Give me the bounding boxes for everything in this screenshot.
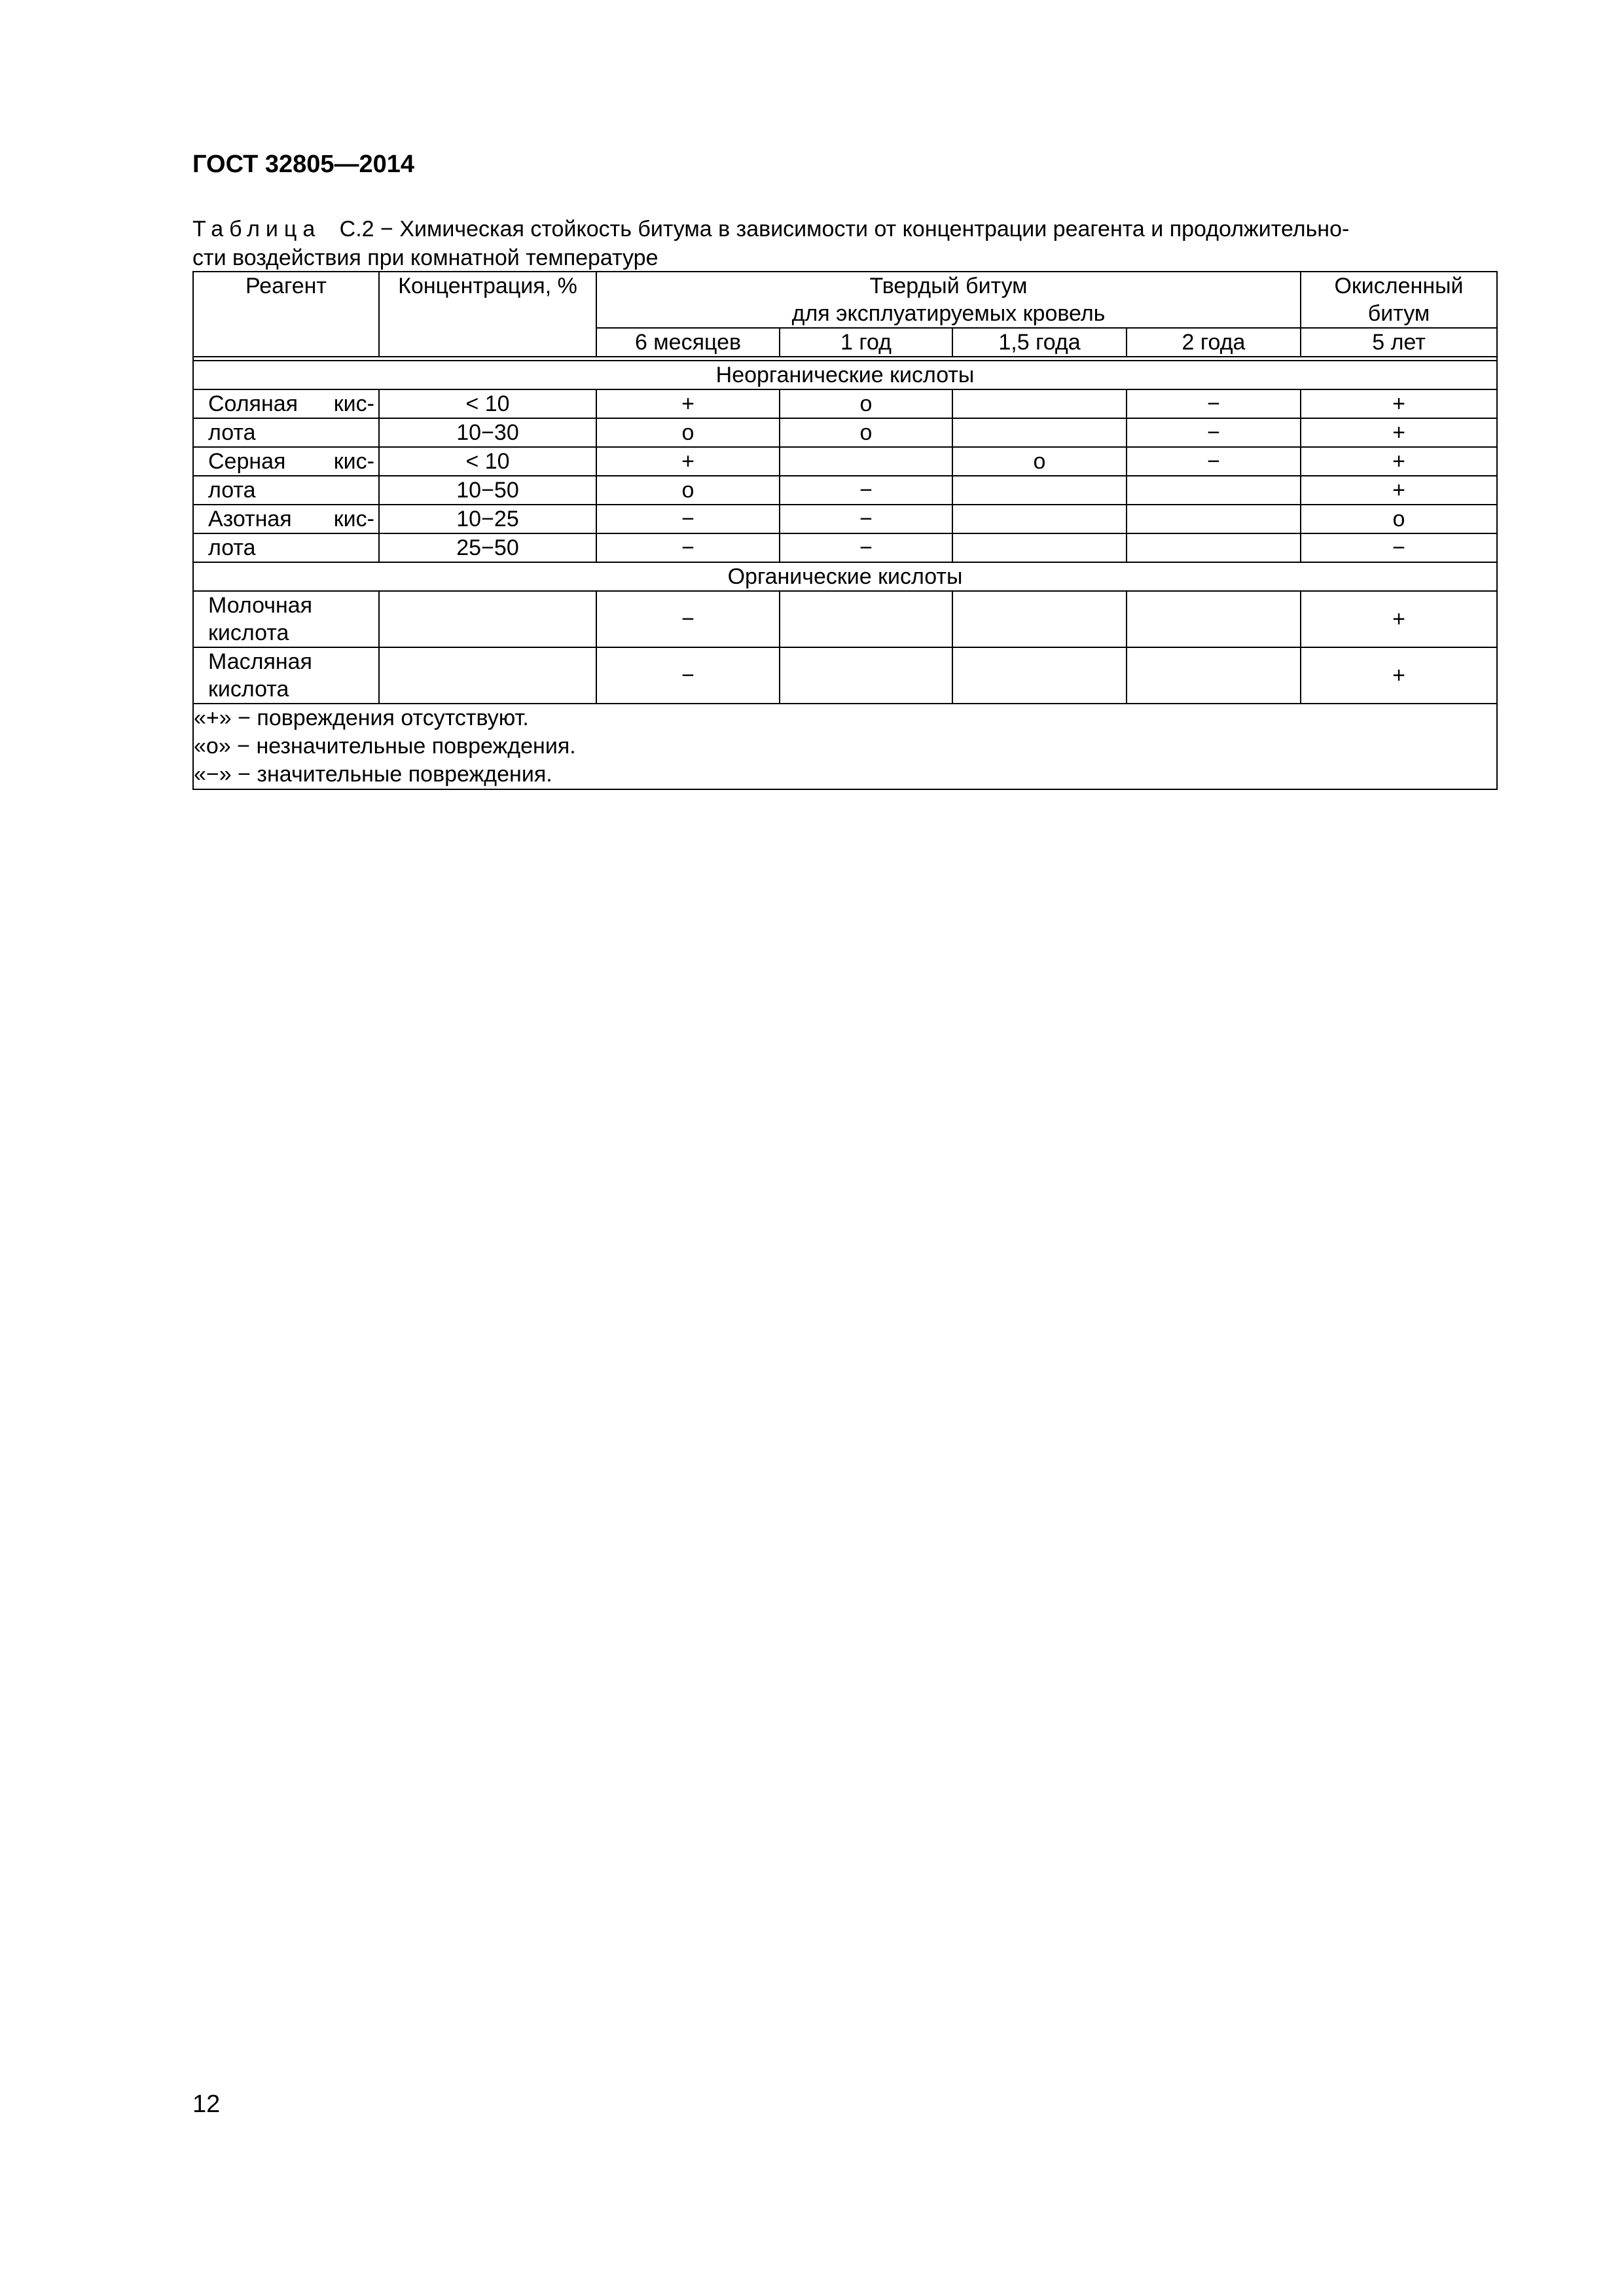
col-header-concentration: Концентрация, % xyxy=(379,272,596,357)
value-cell: − xyxy=(596,533,780,562)
solid-bitumen-line1: Твердый битум xyxy=(869,274,1028,298)
value-cell: + xyxy=(596,447,780,476)
value-cell: + xyxy=(1301,591,1497,647)
value-cell xyxy=(1127,533,1301,562)
value-cell: − xyxy=(1127,389,1301,418)
value-cell: − xyxy=(1127,418,1301,447)
oxidized-line1: Окисленный xyxy=(1334,274,1464,298)
table-body xyxy=(193,357,1497,789)
chemical-resistance-table xyxy=(192,271,1498,790)
table-row xyxy=(193,505,1497,533)
col-header-period: 2 года xyxy=(1127,328,1301,357)
reagent-name-line2: кислота xyxy=(208,677,289,702)
value-cell xyxy=(952,418,1127,447)
value-cell xyxy=(780,447,952,476)
col-header-reagent: Реагент xyxy=(193,272,379,357)
concentration-cell xyxy=(379,647,596,704)
value-cell xyxy=(952,647,1127,704)
value-cell xyxy=(1127,647,1301,704)
col-header-oxidized-bitumen xyxy=(1301,272,1497,328)
concentration-cell: 10−30 xyxy=(379,418,596,447)
col-header-period: 6 месяцев xyxy=(596,328,780,357)
note-line: «+» − повреждения отсутствуют. xyxy=(194,706,529,730)
value-cell: о xyxy=(952,447,1127,476)
value-cell: − xyxy=(780,476,952,505)
page-number: 12 xyxy=(192,2090,221,2118)
caption-label: Таблица xyxy=(192,217,321,242)
value-cell xyxy=(1127,505,1301,533)
reagent-name-line1: Масляная xyxy=(208,649,312,674)
value-cell: о xyxy=(780,389,952,418)
value-cell: − xyxy=(780,505,952,533)
value-cell xyxy=(952,476,1127,505)
note-line: «−» − значительные повреждения. xyxy=(194,762,552,787)
value-cell: + xyxy=(596,389,780,418)
value-cell: + xyxy=(1301,476,1497,505)
value-cell: − xyxy=(596,591,780,647)
document-header: ГОСТ 32805—2014 xyxy=(192,151,415,178)
table-row xyxy=(193,389,1497,418)
value-cell xyxy=(780,591,952,647)
note-line: «о» − незначительные повреждения. xyxy=(194,734,576,759)
value-cell: − xyxy=(1301,533,1497,562)
solid-bitumen-line2: для эксплуатируемых кровель xyxy=(791,301,1106,326)
oxidized-line2: битум xyxy=(1367,301,1430,326)
table-row xyxy=(193,418,1497,447)
caption-text-cont: сти воздействия при комнатной температуре xyxy=(192,245,659,270)
section-title-inorganic: Неорганические кислоты xyxy=(193,361,1497,389)
table-caption xyxy=(192,215,1492,272)
table-row xyxy=(193,533,1497,562)
value-cell: − xyxy=(596,647,780,704)
value-cell: + xyxy=(1301,418,1497,447)
value-cell xyxy=(952,389,1127,418)
value-cell: + xyxy=(1301,389,1497,418)
value-cell: о xyxy=(780,418,952,447)
concentration-cell xyxy=(379,591,596,647)
concentration-cell: 10−50 xyxy=(379,476,596,505)
concentration-cell: 10−25 xyxy=(379,505,596,533)
reagent-name: Азотная кис- xyxy=(193,505,379,533)
col-header-solid-bitumen xyxy=(596,272,1301,328)
col-header-period: 1 год xyxy=(780,328,952,357)
reagent-name-cont: лота xyxy=(193,476,379,505)
reagent-name xyxy=(193,591,379,647)
caption-text: С.2 − Химическая стойкость битума в зависимости от концентрации реагента и продолжительно- xyxy=(339,217,1350,242)
reagent-name: Серная кис- xyxy=(193,447,379,476)
value-cell xyxy=(952,591,1127,647)
value-cell: + xyxy=(1301,447,1497,476)
value-cell xyxy=(1127,591,1301,647)
reagent-name-line2: кислота xyxy=(208,620,289,645)
reagent-name-line1: Молочная xyxy=(208,593,313,618)
reagent-name xyxy=(193,647,379,704)
value-cell: о xyxy=(596,418,780,447)
concentration-cell: < 10 xyxy=(379,389,596,418)
concentration-cell: < 10 xyxy=(379,447,596,476)
value-cell: + xyxy=(1301,647,1497,704)
value-cell xyxy=(952,505,1127,533)
value-cell: − xyxy=(1127,447,1301,476)
reagent-name-cont: лота xyxy=(193,418,379,447)
value-cell xyxy=(1127,476,1301,505)
reagent-name: Соляная кис- xyxy=(193,389,379,418)
table-row xyxy=(193,591,1497,647)
concentration-cell: 25−50 xyxy=(379,533,596,562)
reagent-name-cont: лота xyxy=(193,533,379,562)
value-cell: о xyxy=(1301,505,1497,533)
value-cell: − xyxy=(780,533,952,562)
value-cell: о xyxy=(596,476,780,505)
value-cell xyxy=(952,533,1127,562)
value-cell xyxy=(780,647,952,704)
value-cell: − xyxy=(596,505,780,533)
section-title-organic: Органические кислоты xyxy=(193,562,1497,591)
table-row xyxy=(193,447,1497,476)
table-notes xyxy=(193,704,1497,789)
table-row xyxy=(193,647,1497,704)
col-header-period: 5 лет xyxy=(1301,328,1497,357)
table-row xyxy=(193,476,1497,505)
col-header-period: 1,5 года xyxy=(952,328,1127,357)
table-header xyxy=(193,272,1497,357)
